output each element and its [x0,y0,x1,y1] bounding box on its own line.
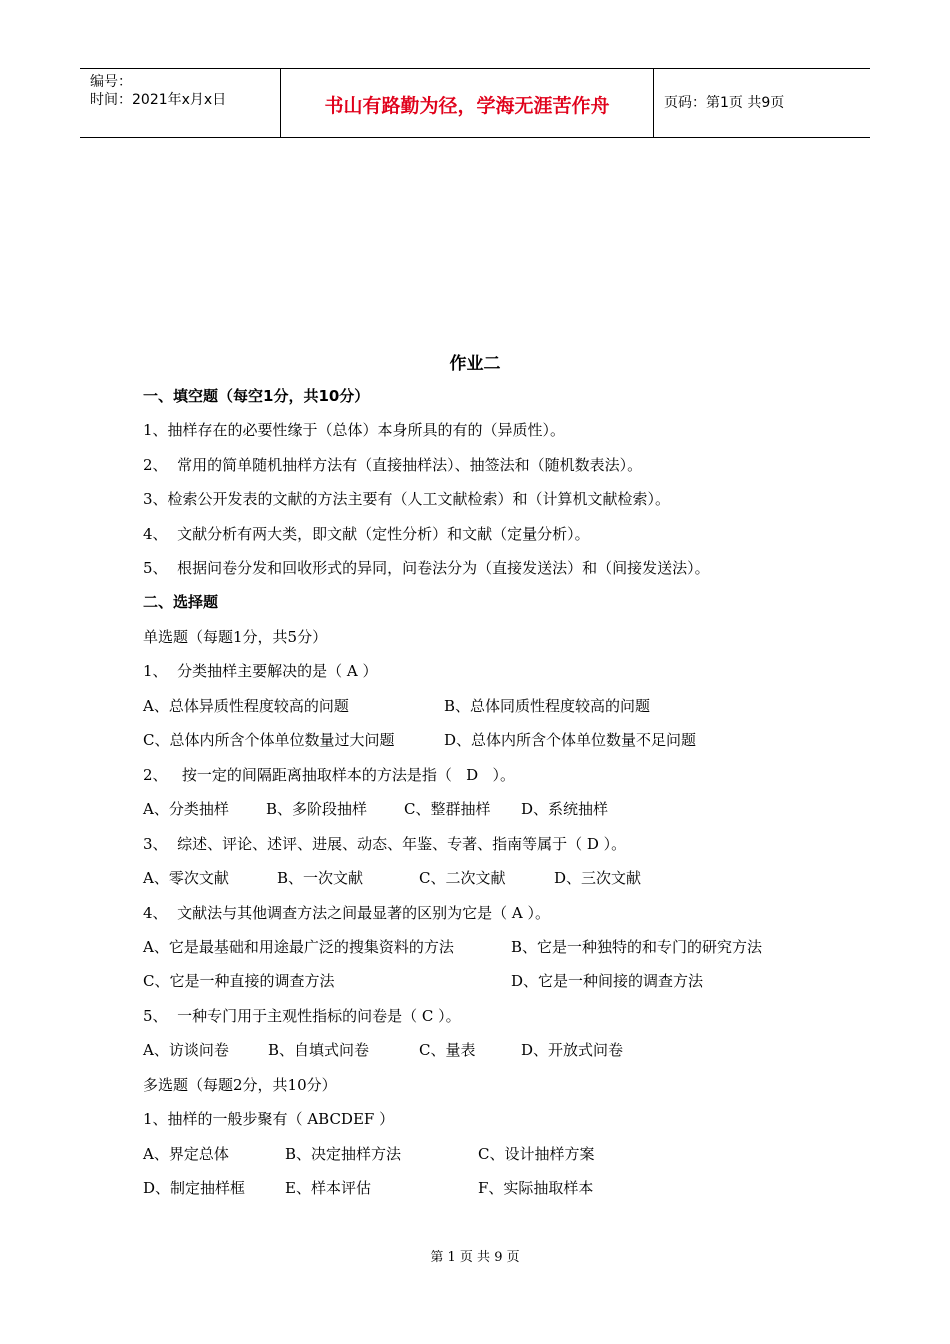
section1-heading: 一、填空题（每空1分，共10分） [143,387,370,405]
q2-option-c: C、整群抽样 [404,800,491,818]
q4-option-b: B、它是一种独特的和专门的研究方法 [511,938,763,956]
q1-option-d: D、总体内所含个体单位数量不足问题 [444,731,697,749]
q3-option-b: B、一次文献 [277,869,364,887]
page-footer: 第 1 页 共 9 页 [430,1250,520,1265]
q2-option-d: D、系统抽样 [521,800,609,818]
q4-option-c: C、它是一种直接的调查方法 [143,972,335,990]
q5-option-b: B、自填式问卷 [268,1041,370,1059]
question-1: 1、 分类抽样主要解决的是（ A ） [143,662,378,680]
m1-option-e: E、样本评估 [285,1179,371,1197]
m1-option-d: D、制定抽样框 [143,1179,246,1197]
m1-option-b: B、决定抽样方法 [285,1145,402,1163]
header-meta-cell [80,69,281,137]
single-choice-heading: 单选题（每题1分，共5分） [143,628,328,646]
q2-option-b: B、多阶段抽样 [266,800,368,818]
q5-option-d: D、开放式问卷 [521,1041,624,1059]
m1-option-f: F、实际抽取样本 [478,1179,594,1197]
question-2: 2、 按一定的间隔距离抽取样本的方法是指（ D ）。 [143,766,515,784]
question-3: 3、 综述、评论、述评、进展、动态、年鉴、专著、指南等属于（ D ）。 [143,835,627,853]
page-label: 页码：第1页 共9页 [664,95,785,111]
section2-heading: 二、选择题 [143,593,219,611]
header-page-cell [654,69,870,137]
q3-option-d: D、三次文献 [554,869,642,887]
q5-option-a: A、访谈问卷 [143,1041,229,1059]
q5-option-c: C、量表 [419,1041,476,1059]
document-header [80,68,870,138]
header-motto-cell [281,69,654,137]
m1-option-a: A、界定总体 [143,1145,229,1163]
motto: 书山有路勤为径，学海无涯苦作舟 [324,95,610,117]
fill-item-5: 5、 根据问卷分发和回收形式的异同，问卷法分为（直接发送法）和（间接发送法）。 [143,559,710,577]
fill-item-3: 3、检索公开发表的文献的方法主要有（人工文献检索）和（计算机文献检索）。 [143,490,671,508]
question-4: 4、 文献法与其他调查方法之间最显著的区别为它是（ A ）。 [143,904,550,922]
fill-item-2: 2、 常用的简单随机抽样方法有（直接抽样法）、抽签法和（随机数表法）。 [143,456,643,474]
number-label: 编号： [90,74,132,90]
question-5: 5、 一种专门用于主观性指标的问卷是（ C ）。 [143,1007,461,1025]
q3-option-a: A、零次文献 [143,869,229,887]
q3-option-c: C、二次文献 [419,869,506,887]
m1-option-c: C、设计抽样方案 [478,1145,595,1163]
q1-option-a: A、总体异质性程度较高的问题 [143,697,349,715]
q1-option-b: B、总体同质性程度较高的问题 [444,697,651,715]
q1-option-c: C、总体内所含个体单位数量过大问题 [143,731,395,749]
q2-option-a: A、分类抽样 [143,800,229,818]
multi-question-1: 1、抽样的一般步聚有（ ABCDEF ） [143,1110,395,1128]
multi-choice-heading: 多选题（每题2分，共10分） [143,1076,337,1094]
q4-option-a: A、它是最基础和用途最广泛的搜集资料的方法 [143,938,454,956]
q4-option-d: D、它是一种间接的调查方法 [511,972,704,990]
fill-item-4: 4、 文献分析有两大类，即文献（定性分析）和文献（定量分析）。 [143,525,590,543]
fill-item-1: 1、抽样存在的必要性缘于（总体）本身所具的有的（异质性）。 [143,421,566,439]
time-label: 时间：2021年x月x日 [90,92,227,108]
page-title: 作业二 [449,354,501,374]
